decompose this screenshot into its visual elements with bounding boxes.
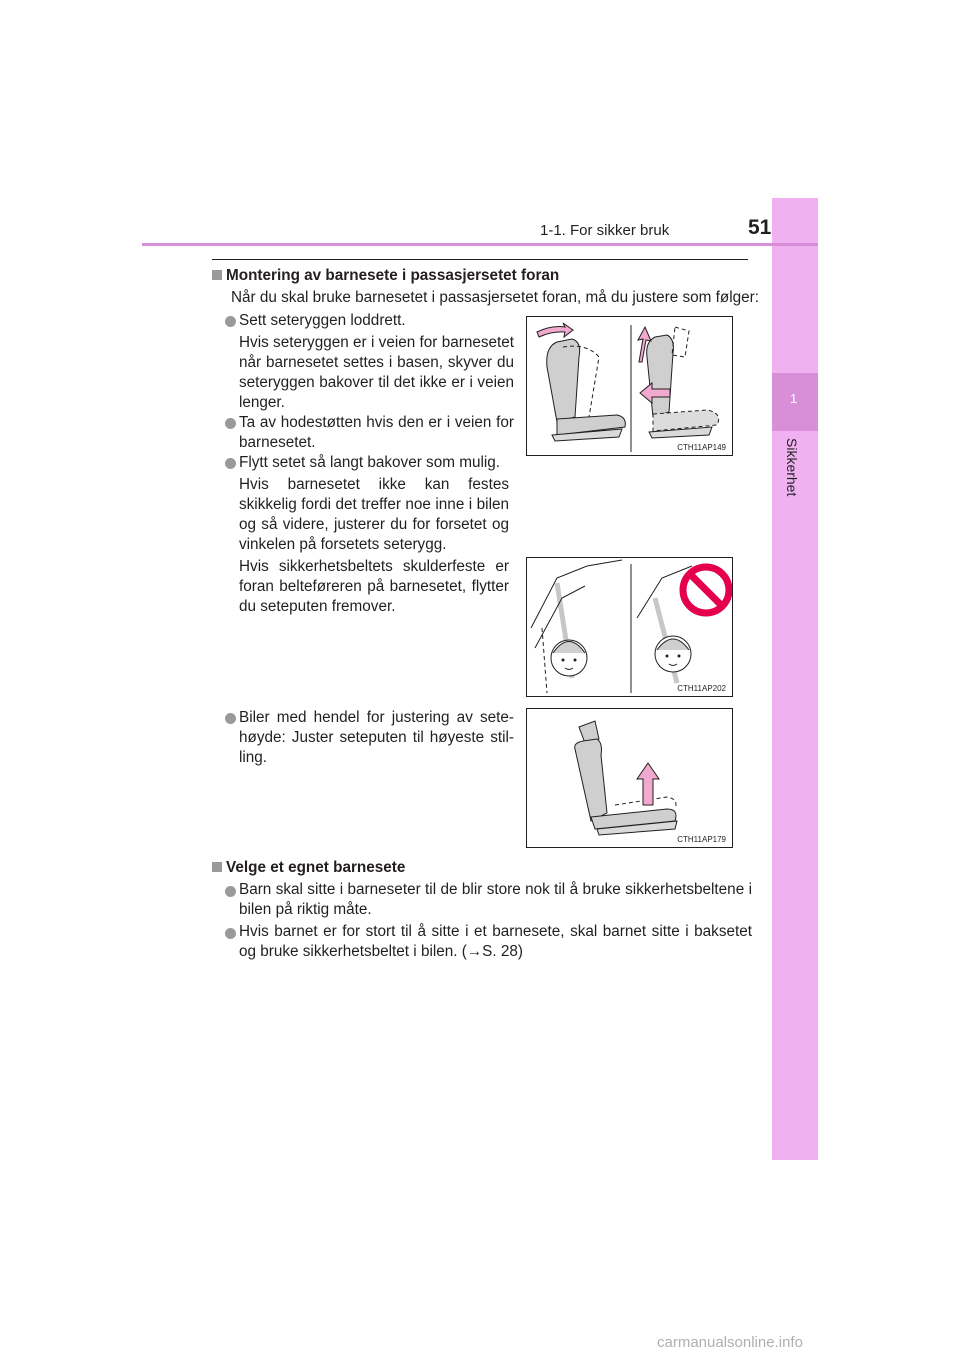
- seat-adjust-illustration: [526, 316, 733, 456]
- header-rule: [142, 243, 818, 246]
- chapter-number: 1: [790, 391, 798, 406]
- bullet-upright-backrest: Sett seteryggen loddrett.: [239, 312, 406, 329]
- bullet-upright-backrest-body: Hvis seteryggen er i veien for barnesetet når barnesetet settes i basen, skyver du seteryggen bakover til det ikke er i veien lenger.: [239, 334, 514, 411]
- figure-code: CTH11AP149: [677, 443, 726, 452]
- section-heading: [212, 266, 559, 286]
- child-belt-drawing-icon: [527, 558, 732, 696]
- bullet-headrest: Ta av hodestøtten hvis den er i veien for barnesetet.: [239, 414, 514, 451]
- bullet-icon: [225, 713, 236, 724]
- bullet-child-seat-size: Barn skal sitte i barneseter til de blir store nok til å bruke sikkerhetsbeltene i bilen på riktig måte.: [239, 881, 752, 918]
- chapter-title: Sikkerhet: [784, 438, 800, 497]
- section-label: 1-1. For sikker bruk: [540, 222, 670, 239]
- seat-height-illustration: [526, 708, 733, 848]
- square-bullet-icon: [212, 270, 222, 280]
- seat-height-drawing-icon: [527, 709, 732, 847]
- bullet-seat-height: Biler med hendel for justering av sete- høyde: Juster seteputen til høyeste stil- ling.: [239, 709, 514, 766]
- bullet-icon: [225, 316, 236, 327]
- bullet-icon: [225, 458, 236, 469]
- chapter-side-tab: [772, 198, 818, 1160]
- section-heading-text: Velge et egnet barnesete: [226, 859, 406, 876]
- page-number: 51: [748, 216, 772, 239]
- bullet-seat-back-body: Hvis barnesetet ikke kan festes skikkelig fordi det treffer noe inne i bilen og så videre, justerer du for forsetet og vinkelen på forsetets seterygg.: [239, 476, 509, 553]
- section-divider: [212, 259, 748, 260]
- belt-position-illustration: [526, 557, 733, 697]
- bullet-seat-back: Flytt setet så langt bakover som mulig.: [239, 454, 501, 471]
- seat-drawing-icon: [527, 317, 732, 455]
- bullet-rear-seat: Hvis barnet er for stort til å sitte i et barnesete, skal barnet sitte i baksetet og bruke sikkerhetsbeltet i bilen. (→S. 28): [239, 923, 752, 960]
- figure-code: CTH11AP202: [677, 684, 726, 693]
- bullet-icon: [225, 886, 236, 897]
- section-heading: [212, 858, 405, 878]
- square-bullet-icon: [212, 862, 222, 872]
- section-intro: Når du skal bruke barnesetet i passasjersetet foran, må du justere som følger:: [231, 289, 759, 306]
- bullet-icon: [225, 418, 236, 429]
- section-heading-text: Montering av barnesete i passasjersetet foran: [226, 267, 560, 284]
- watermark: carmanualsonline.info: [657, 1334, 803, 1351]
- bullet-seat-back-body-2: Hvis sikkerhetsbeltets skulderfeste er foran belteføreren på barnesetet, flytter du seteputen fremover.: [239, 558, 509, 615]
- figure-code: CTH11AP179: [677, 835, 726, 844]
- bullet-icon: [225, 928, 236, 939]
